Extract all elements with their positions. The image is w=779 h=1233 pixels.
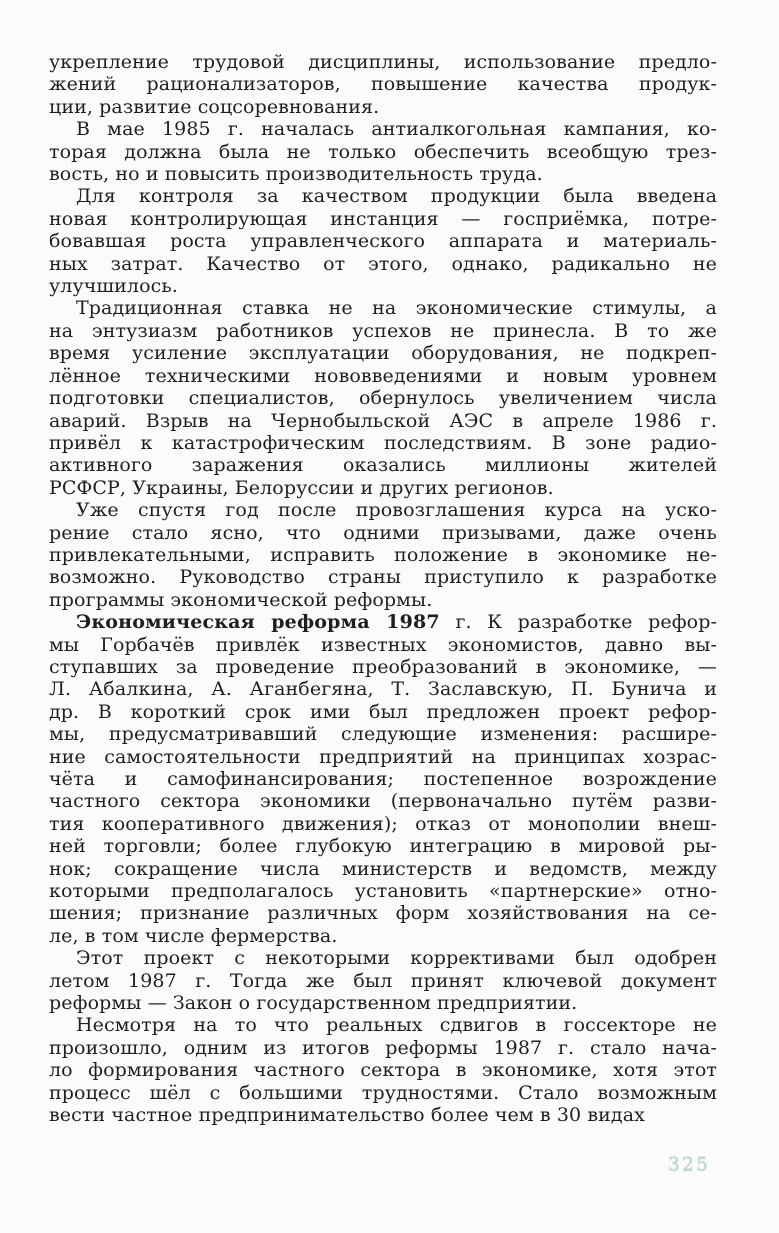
- paragraph: [49, 947, 717, 1014]
- paragraph: [49, 611, 717, 947]
- text-line: процесс шёл с большими трудностями. Стало возможным: [49, 1081, 717, 1104]
- paragraph: [49, 499, 717, 611]
- text-line: возможно. Руководство страны приступило к разработке: [49, 566, 717, 589]
- text-line: на энтузиазм работников успехов не принесла. В то же: [49, 319, 717, 342]
- text-line: ступавших за проведение преобразований в экономике, —: [49, 655, 717, 678]
- text-line: подготовки специалистов, обернулось увеличением числа: [49, 387, 717, 410]
- text-line: чёта и самофинансирования; постепенное возрождение: [49, 768, 717, 790]
- paragraph: [49, 185, 717, 297]
- text-line: реформы — Закон о государственном предприятии.: [49, 992, 578, 1015]
- text-line: бовавшая роста управленческого аппарата и материаль-: [49, 230, 717, 253]
- text-line: жений рационализаторов, повышение качества продук-: [49, 73, 717, 96]
- text-line: ние самостоятельности предприятий на принципах хозрас-: [49, 745, 717, 768]
- text-line: летом 1987 г. Тогда же был принят ключевой документ: [49, 969, 717, 992]
- text-line: ных затрат. Качество от этого, однако, радикально не: [49, 252, 717, 275]
- paragraph: [49, 51, 717, 118]
- page-text-block: [49, 51, 717, 1127]
- text-line: Несмотря на то что реальных сдвигов в госсекторе не: [76, 1014, 717, 1037]
- text-line: которыми предполагалось установить «партнерские» отно-: [49, 880, 717, 903]
- text-line: новая контролирующая инстанция — госприёмка, потре-: [49, 207, 717, 230]
- text-line: улучшилось.: [49, 275, 178, 298]
- text-line: активного заражения оказались миллионы жителей: [49, 454, 717, 477]
- text-line: программы экономической реформы.: [49, 588, 433, 611]
- text-line: Для контроля за качеством продукции была введена: [76, 185, 717, 208]
- paragraph: [49, 118, 717, 185]
- text-line: вести частное предпринимательство более чем в 30 видах: [49, 1104, 645, 1127]
- text-line: Уже спустя год после провозглашения курса на уско-: [76, 499, 717, 522]
- text-line: ле, в том числе фермерства.: [49, 924, 338, 947]
- text-line: ней торговли; более глубокую интеграцию в мировой ры-: [49, 835, 717, 858]
- text-line: аварий. Взрыв на Чернобыльской АЭС в апреле 1986 г.: [49, 409, 717, 432]
- text-line: рение стало ясно, что одними призывами, даже очень: [49, 521, 717, 544]
- text-line: лённое техническими нововведениями и новым уровнем: [49, 364, 717, 387]
- paragraph: [49, 297, 717, 499]
- text-line: шения; признание различных форм хозяйствования на се-: [49, 902, 717, 925]
- text-line: произошло, одним из итогов реформы 1987 г. стало нача-: [49, 1036, 717, 1059]
- text-line: привёл к катастрофическим последствиям. В зоне радио-: [49, 431, 717, 454]
- page-number: 325: [667, 1153, 710, 1175]
- text-line: укрепление трудовой дисциплины, использование предло-: [49, 51, 717, 73]
- text-line: Традиционная ставка не на экономические стимулы, а: [76, 297, 717, 320]
- bold-run: Экономическая реформа 1987: [76, 611, 440, 634]
- text-line: др. В короткий срок ими был предложен проект рефор-: [49, 700, 717, 723]
- text-line: мы, предусматривавший следующие изменения: расшире-: [49, 723, 717, 746]
- text-line: тия кооперативного движения); отказ от монополии внеш-: [49, 812, 717, 835]
- text-line: привлекательными, исправить положение в экономике не-: [49, 543, 717, 566]
- text-line: торая должна была не только обеспечить всеобщую трез-: [49, 140, 717, 163]
- text-line: Л. Абалкина, А. Аганбегяна, Т. Заславскую, П. Бунича и: [49, 678, 717, 701]
- text-line: РСФСР, Украины, Белоруссии и других регионов.: [49, 476, 554, 499]
- text-line: ции, развитие соцсоревнования.: [49, 95, 380, 118]
- text-line: нок; сокращение числа министерств и ведомств, между: [49, 857, 717, 880]
- text-line: мы Горбачёв привлёк известных экономистов, давно вы-: [49, 633, 717, 656]
- text-line: ло формирования частного сектора в экономике, хотя этот: [49, 1059, 717, 1082]
- text-line: Экономическая реформа 1987 г. К разработке рефор-: [76, 611, 717, 634]
- paragraph: [49, 1014, 717, 1126]
- text-line: В мае 1985 г. началась антиалкогольная кампания, ко-: [76, 118, 717, 141]
- text-line: частного сектора экономики (первоначально путём разви-: [49, 790, 717, 813]
- text-line: время усиление эксплуатации оборудования, не подкреп-: [49, 342, 717, 365]
- text-line: вость, но и повысить производительность труда.: [49, 163, 543, 186]
- text-line: Этот проект с некоторыми коррективами был одобрен: [76, 947, 717, 970]
